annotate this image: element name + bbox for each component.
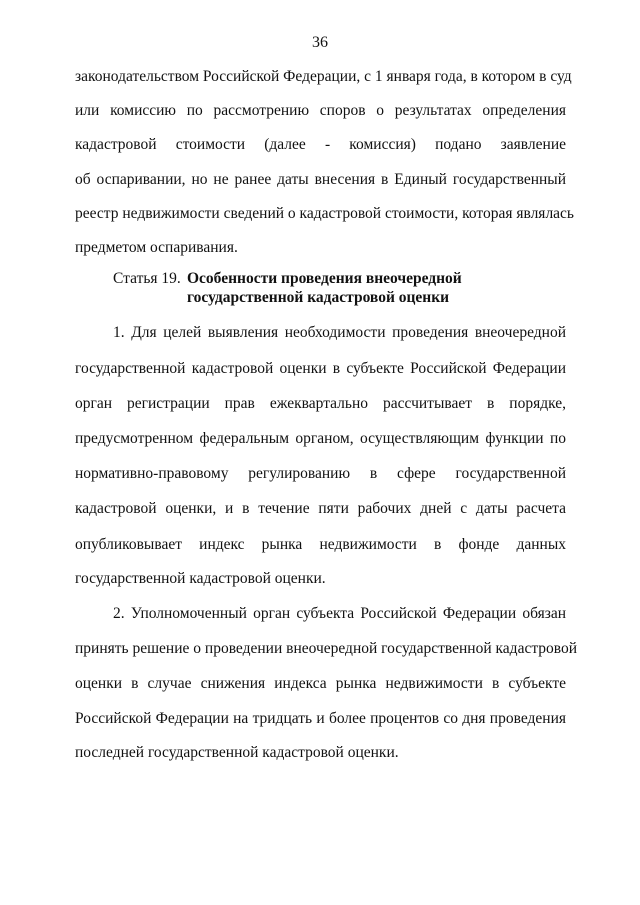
article-title: [187, 269, 462, 307]
paragraph-1-line: государственной кадастровой оценки в субъекте Российской Федерации: [75, 360, 566, 377]
paragraph-1-line: кадастровой оценки, и в течение пяти рабочих дней с даты расчета: [75, 500, 566, 517]
article-heading: [113, 269, 462, 307]
continuation-line: или комиссию по рассмотрению споров о результатах определения: [75, 102, 566, 119]
paragraph-2-line: оценки в случае снижения индекса рынка недвижимости в субъекте: [75, 675, 566, 692]
paragraph-1-line: опубликовывает индекс рынка недвижимости в фонде данных: [75, 536, 566, 553]
continuation-line: об оспаривании, но не ранее даты внесения в Единый государственный: [75, 171, 566, 188]
continuation-line: предметом оспаривания.: [75, 239, 238, 256]
paragraph-1-line: нормативно-правовому регулированию в сфере государственной: [75, 465, 566, 482]
continuation-line: законодательством Российской Федерации, с 1 января года, в котором в суд: [75, 68, 572, 85]
continuation-line: реестр недвижимости сведений о кадастровой стоимости, которая являлась: [75, 205, 575, 222]
paragraph-2-line: 2. Уполномоченный орган субъекта Российской Федерации обязан: [113, 605, 566, 622]
continuation-line: кадастровой стоимости (далее - комиссия) подано заявление: [75, 136, 566, 153]
paragraph-1-line: государственной кадастровой оценки.: [75, 570, 326, 587]
paragraph-1-line: 1. Для целей выявления необходимости проведения внеочередной: [113, 324, 566, 341]
paragraph-1-line: предусмотренном федеральным органом, осуществляющим функции по: [75, 430, 566, 447]
article-title-line: государственной кадастровой оценки: [187, 289, 450, 306]
paragraph-2-line: последней государственной кадастровой оценки.: [75, 744, 399, 761]
article-label: Статья 19.: [113, 270, 181, 287]
paragraph-1-line: орган регистрации прав ежеквартально рассчитывает в порядке,: [75, 395, 566, 412]
page-number: 36: [312, 34, 328, 51]
article-title-line: Особенности проведения внеочередной: [187, 270, 462, 287]
paragraph-2-line: принять решение о проведении внеочередной государственной кадастровой: [75, 640, 578, 657]
paragraph-2-line: Российской Федерации на тридцать и более процентов со дня проведения: [75, 710, 566, 727]
